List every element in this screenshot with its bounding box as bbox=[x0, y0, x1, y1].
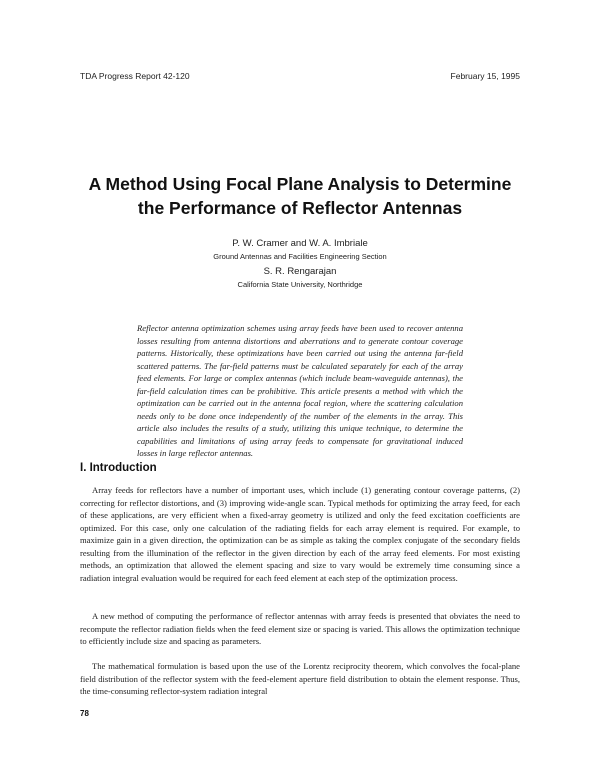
abstract: Reflector antenna optimization schemes using array feeds have been used to recover antenna losses resulting from antenna distortions and aberrations and to generate contour coverage patterns. Historically, these optimizations have been carried out using the antenna far-field scattered patterns. The far-field patterns must be calculated separately for each of the array feed elements. For large or complex antennas (which include beam-waveguide antennas), the far-field calculation times can be prohibitive. This article presents a method with which the optimization can be carried out in the antenna focal region, where the scattering calculation needs only to be done once independently of the number of the elements in the array. This article also includes the results of a study, utilizing this unique technique, to determine the capabilities and limitations of using array feeds to compensate for gravitational induced losses in large reflector antennas. bbox=[137, 323, 463, 459]
report-number: TDA Progress Report 42-120 bbox=[80, 71, 190, 81]
paper-title bbox=[60, 172, 540, 220]
body-paragraph-2: A new method of computing the performance of reflector antennas with array feeds is presented that obviates the need to recompute the reflector radiation fields when the feed element size or spacing is varied. This allows the optimization technique to efficiently include size and spacing as parameters. bbox=[80, 611, 520, 647]
paper-title-line-2: the Performance of Reflector Antennas bbox=[137, 198, 463, 218]
page-number: 78 bbox=[80, 709, 89, 718]
paper-title-line-1: A Method Using Focal Plane Analysis to Determine bbox=[88, 174, 512, 194]
author-affiliation-2: California State University, Northridge bbox=[237, 280, 363, 289]
author-affiliation-1: Ground Antennas and Facilities Engineering Section bbox=[213, 252, 387, 261]
body-paragraph-3: The mathematical formulation is based upon the use of the Lorentz reciprocity theorem, which convolves the focal-plane field distribution of the reflector system with the feed-element aperture field distribution to obtain the element response. Thus, the time-consuming reflector-system radiation integral bbox=[80, 661, 520, 697]
author-names-1: P. W. Cramer and W. A. Imbriale bbox=[232, 238, 368, 249]
section-heading: I. Introduction bbox=[80, 462, 157, 474]
author-names-2: S. R. Rengarajan bbox=[263, 266, 337, 277]
body-paragraph-1: Array feeds for reflectors have a number of important uses, which include (1) generating contour coverage patterns, (2) correcting for reflector distortions, and (3) improving wide-angle scan. Typical methods for optimizing the array feed, for each of these applications, are very efficient when a fixed-array geometry is utilized and only the feed excitation coefficients are optimized. For this case, only one calculation of the radiating fields for each array element is required. For example, to maximize gain in a given direction, the optimization can be as simple as taking the complex conjugate of the secondary fields resulting from the illumination of the reflector in the given direction by each of the array feed elements. For most existing methods, an optimization that allowed the element spacing and size to vary would be extremely time consuming since a radiation integral evaluation would be required for each feed element at each step of the optimization process. bbox=[80, 485, 520, 583]
report-date: February 15, 1995 bbox=[450, 71, 520, 81]
